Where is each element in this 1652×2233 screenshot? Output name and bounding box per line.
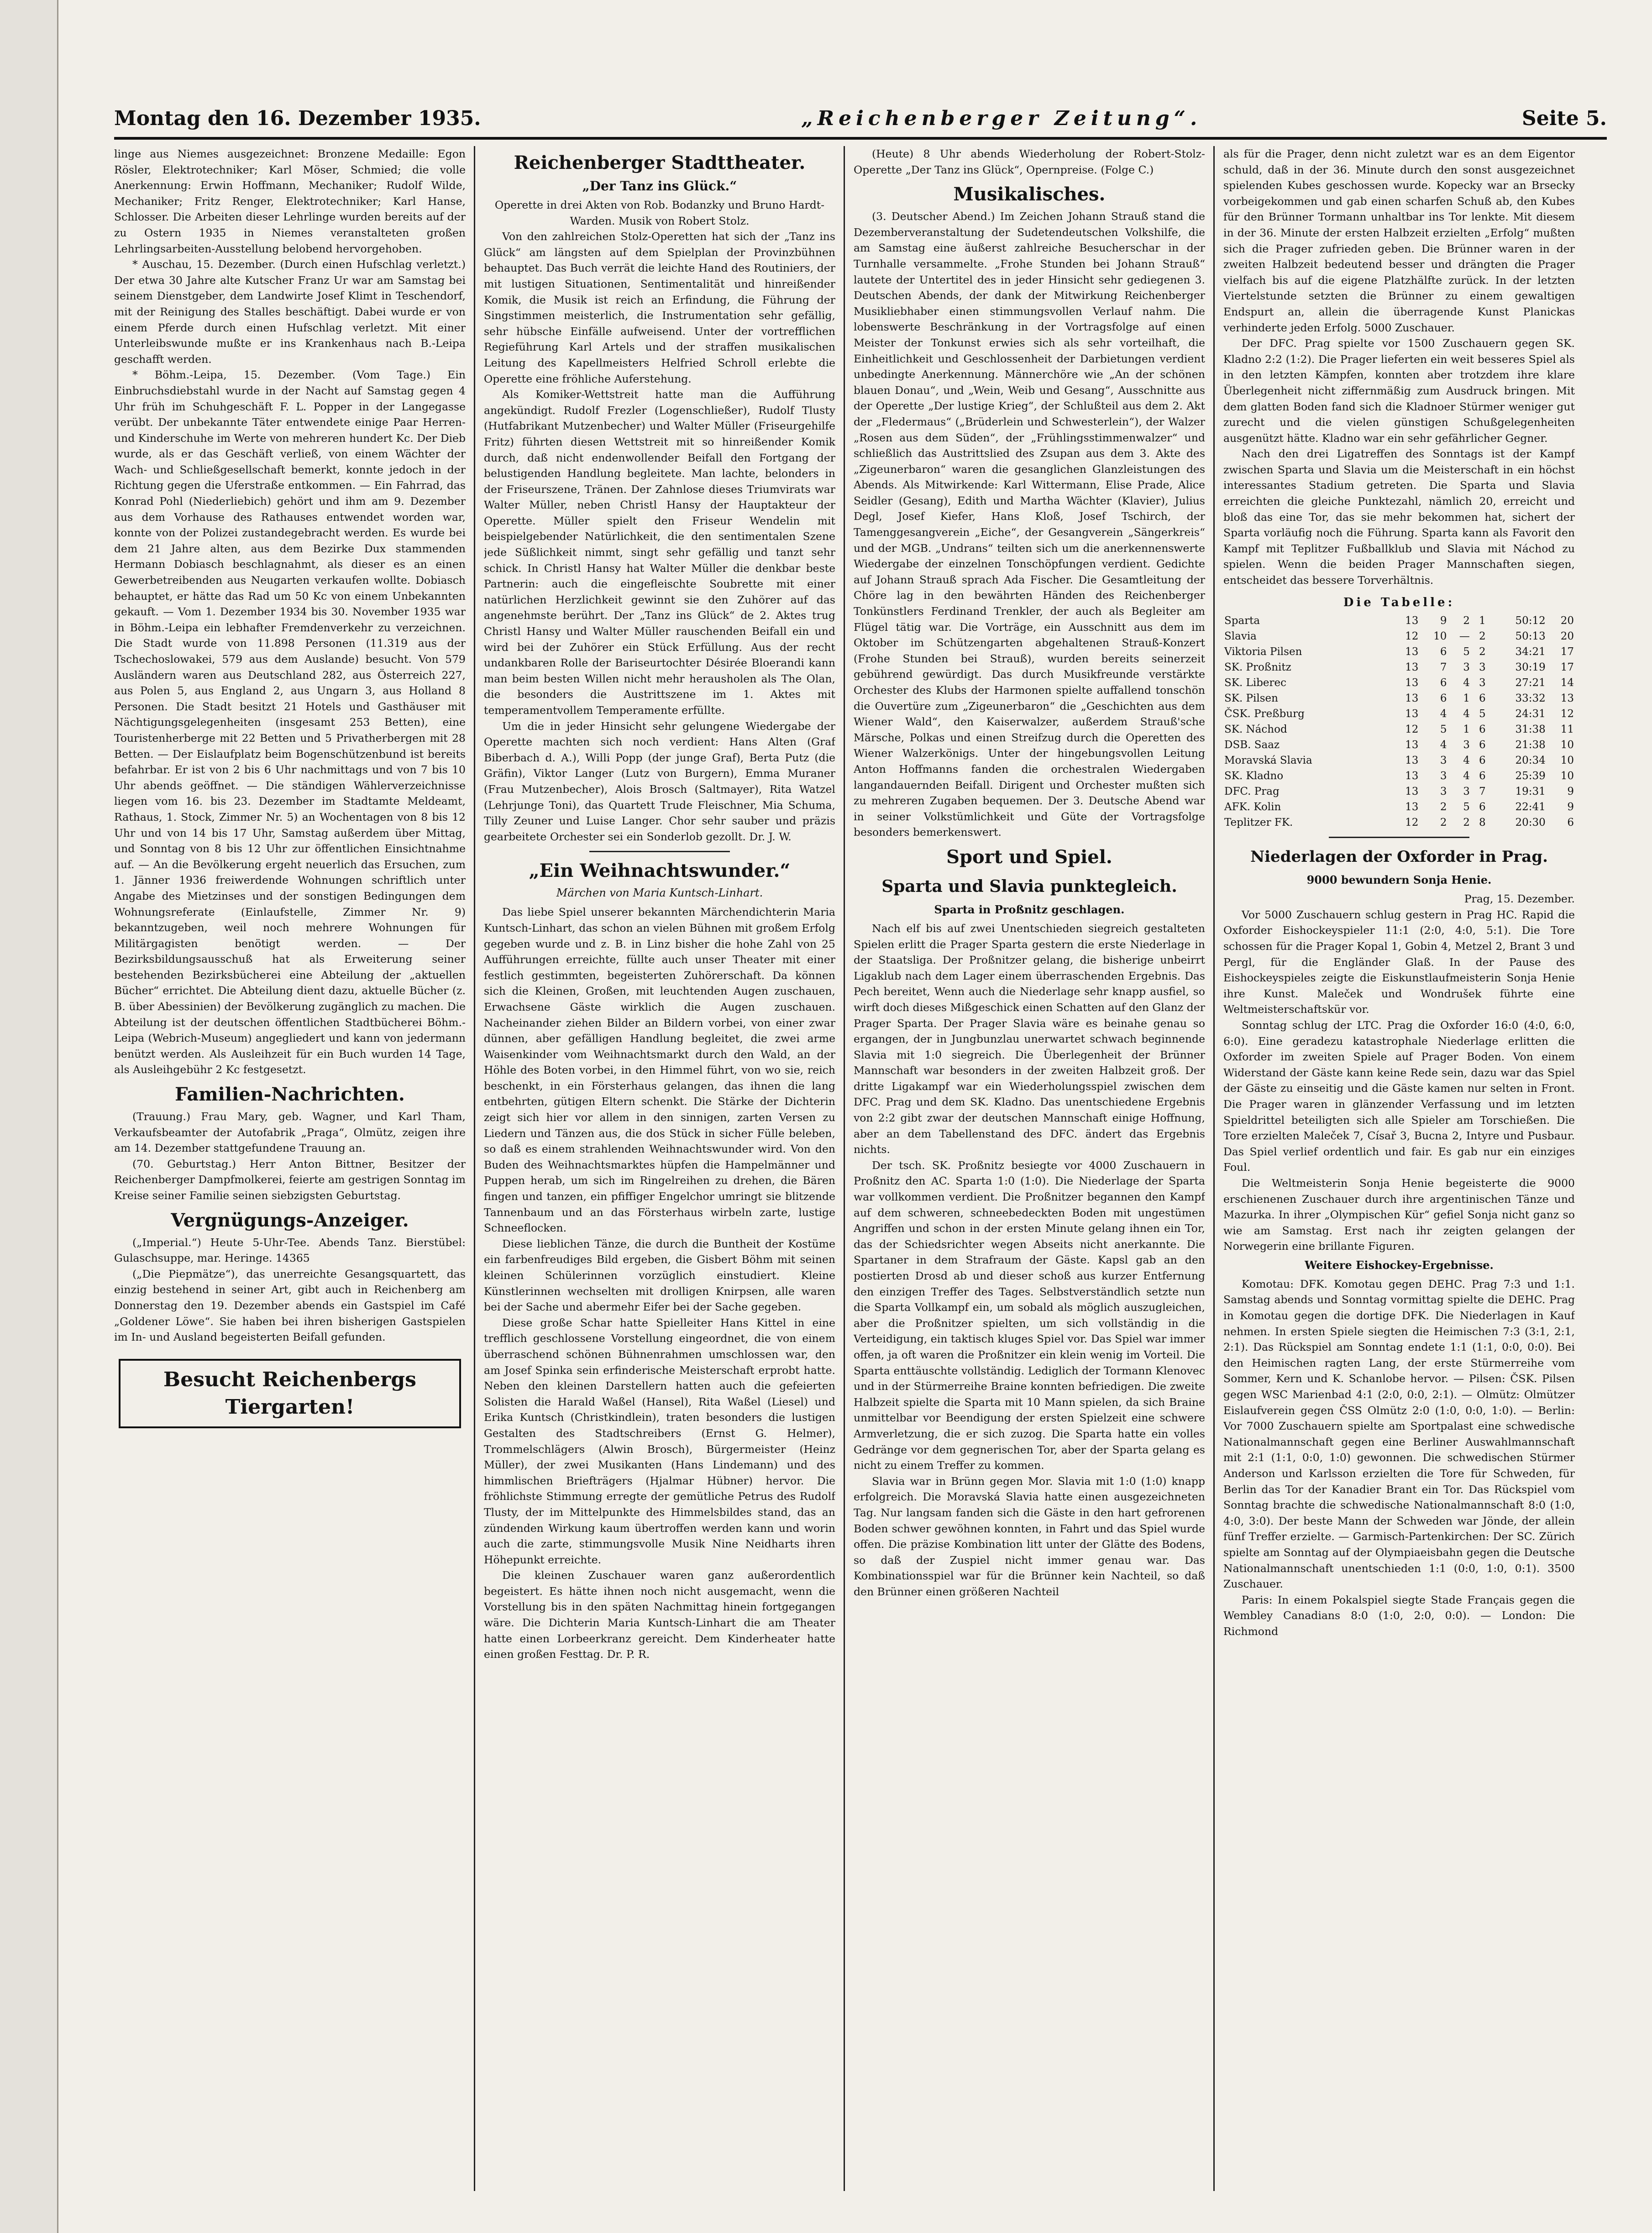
- table-cell: 19:31: [1515, 786, 1546, 798]
- table-cell: 4: [1463, 755, 1470, 767]
- table-cell: 3: [1463, 661, 1470, 674]
- table-cell: 13: [1405, 646, 1419, 658]
- table-cell: 21:38: [1515, 739, 1546, 751]
- table-cell: 25:39: [1515, 770, 1546, 782]
- table-cell: 13: [1405, 615, 1419, 627]
- table-cell: 50:13: [1515, 630, 1546, 643]
- table-cell: 9: [1567, 786, 1574, 798]
- subheadline-henie: 9000 bewundern Sonja Henie.: [1306, 873, 1492, 887]
- table-cell: 10: [1560, 739, 1574, 751]
- table-cell: 13: [1405, 770, 1419, 782]
- table-cell: 20: [1560, 615, 1574, 627]
- sport-dfc-kladno: Der DFC. Prag spielte vor 1500 Zuschauern gegen SK. Kladno 2:2 (1:2). Die Prager lieferten ein weit besseres Spiel als in den letzten Kämpfen, konnten aber trotzdem ihre klare Überlegenheit nicht ziffernmäßig zum Ausdruck bringen. Mit dem glatten Boden fand sich die Kladnoer Stürmer weniger gut zurecht und die vielen günstigen Schußgelegenheiten ausgenützt hätte. Kladno war ein sehr gefährlicher Gegner.: [1223, 337, 1575, 445]
- team-name: DFC. Prag: [1224, 786, 1280, 798]
- table-cell: 20: [1560, 630, 1574, 643]
- hockey-paragraph-2: Sonntag schlug der LTC. Prag die Oxforder 16:0 (4:0, 6:0, 6:0). Eine geradezu katastrophale Niederlage erlitten die Oxforder im zweiten Spiele auf Prager Boden. Von einem Widerstand der Gäste kann keine Rede sein, dazu war das Spiel der Gäste zu einseitig und die Gäste kamen nur selten in Front. Die Prager waren in glänzender Verfassung und im letzten Spieldrittel beteiligten sich alle Spieler am Torschießen. Die Tore erzielten Maleček 7, Císař 3, Bucna 2, Intyre und Pusbaur. Das Spiel verlief ordentlich und fair. Es gab nur ein einziges Foul.: [1223, 1018, 1575, 1174]
- table-cell: 13: [1405, 801, 1419, 813]
- table-cell: 3: [1479, 677, 1486, 689]
- review-paragraph-3: Um die in jeder Hinsicht sehr gelungene Wiedergabe der Operette machten sich noch verdient: Hans Alten (Graf Biberbach d. A.), Willi Popp (der junge Graf), Berta Putz (die Gräfin), Viktor Langer (Lutz von Burgern), Emma Muraner (Frau Mutzenbecher), Alois Brosch (Saltmayer), Rita Watzel (Lehrjunge Toni), das Quartett Trude Fleischner, Mia Schuma, Tilly Zeuner und Luise Langer. Chor sehr sauber und präzis gearbeitete Orchester sei ein Sonderlob gezollt. Dr. J. W.: [484, 719, 835, 843]
- table-cell: 17: [1560, 661, 1574, 674]
- headline-oxforder: Niederlagen der Oxforder in Prag.: [1250, 848, 1548, 866]
- table-cell: 12: [1405, 817, 1419, 829]
- headline-sparta-slavia: Sparta und Slavia punktegleich.: [881, 876, 1177, 896]
- sport-paragraph-1: Nach elf bis auf zwei Unentschieden siegreich gestalteten Spielen erlitt die Prager Sparta gestern die erste Niederlage in der Staatsliga. Der Proßnitzer gelang, die bisherige unbeirrt Ligaklub nach dem Lager einem überraschenden Ergebnis. Das Pech bereitet, Wenn auch die Niederlage sehr knapp ausfiel, so wirft doch dieses Mißgeschick einen Schatten auf den Glanz der Prager Sparta. Der Prager Slavia wäre es beinahe genau so ergangen, der in Jungbunzlau unerwartet schwach beginnende Slavia mit 1:0 siegreich. Die Überlegenheit der Brünner Mannschaft war besonders in der zweiten Halbzeit groß. Der dritte Ligakampf war ein Wiederholungsspiel zwischen dem DFC. Prag und dem SK. Kladno. Das unentschiedene Ergebnis von 2:2 gibt zwar der deutschen Mannschaft einige Hoffnung, aber an dem Tabellenstand des DFC. ändert das Ergebnis nichts.: [854, 922, 1205, 1156]
- team-name: Viktoria Pilsen: [1224, 646, 1302, 658]
- family-notice-wedding: (Trauung.) Frau Mary, geb. Wagner, und Karl Tham, Verkaufsbeamter der Autofabrik „Praga“, Olmütz, zeigen ihre am 14. Dezember stattgefundene Trauung an.: [114, 1110, 466, 1155]
- weihnacht-paragraph-3: Diese große Schar hatte Spielleiter Hans Kittel in eine trefflich geschlossene Vorstellung eingeordnet, die von einem überraschend schönen Bühnenrahmen umschlossen war, den am Josef Spinka sein erfinderische Meisterschaft erprobt hatte. Neben den kleinen Darstellern hatten auch die gefeierten Solisten die Harald Waßel (Hansel), Rita Waßel (Liesel) und Erika Kuntsch (Christkindlein), traten besonders die lustigen Gestalten des Stadtschreibers (Ernst G. Helmer), Trommelschlägers (Alwin Brosch), Bürgermeister (Heinz Müller), der zwei Musikanten (Hans Lindemann) und des himmlischen Briefträgers (Hjalmar Hübner) hervor. Die fröhlichste Stimmung erregte der gemütliche Petrus des Rudolf Tlusty, der im Mittelpunkte des Himmelsbildes stand, das an zündenden Wirkung kaum übertroffen werden kann und worin auch die zarte, stimmungsvolle Musik Nine Neidharts ihren Höhepunkt erreichte.: [484, 1316, 835, 1566]
- table-cell: 6: [1440, 646, 1447, 658]
- heading-weihnachtswunder: „Ein Weihnachtswunder.“: [529, 860, 791, 882]
- table-cell: 9: [1440, 615, 1447, 627]
- table-cell: 27:21: [1515, 677, 1546, 689]
- table-cell: 30:19: [1515, 661, 1546, 674]
- subheadline-sparta-prossnitz: Sparta in Proßnitz geschlagen.: [934, 902, 1125, 916]
- table-cell: 22:41: [1515, 801, 1546, 813]
- table-cell: 34:21: [1515, 646, 1546, 658]
- table-row: [1223, 722, 1575, 737]
- sport-paragraph-3: Slavia war in Brünn gegen Mor. Slavia mit 1:0 (1:0) knapp erfolgreich. Die Moravská Slavia hatte einen ausgezeichneten Tag. Nur langsam fanden sich die Gäste in den hart gefrorenen Boden schwer gewöhnen konnten, in Fahrt und das Spiel wurde offen. Die präzise Kombination litt unter der Glätte des Bodens, so daß der Zuspiel nicht immer genau war. Das Kombinationsspiel war für die Brünner kein Nachteil, so daß den Brünner einen größeren Nachteil: [854, 1474, 1205, 1598]
- table-cell: 5: [1463, 646, 1470, 658]
- table-cell: 3: [1463, 739, 1470, 751]
- hockey-paragraph-3: Die Weltmeisterin Sonja Henie begeisterte die 9000 erschienenen Zuschauer durch ihre argentinischen Tänze und Mazurka. In ihrer „Olympischen Kür“ gefiel Sonja nicht ganz so wie am Samstag. Erst nach ihr zeigten gelangen der Norwegerin eine brillante Figuren.: [1223, 1176, 1575, 1253]
- table-cell: 12: [1405, 723, 1419, 736]
- table-cell: 5: [1479, 708, 1486, 720]
- table-cell: 4: [1463, 677, 1470, 689]
- weihnacht-paragraph-1: Das liebe Spiel unserer bekannten Märchendichterin Maria Kuntsch-Linhart, das schon an vielen Bühnen mit großem Erfolg gegeben wurde und z. B. in Linz bisher die hohe Zahl von 25 Aufführungen erreichte, füllte auch unser Theater mit einer festlich gestimmten, begeisterten Zuhörerschaft. Da können sich die Kleinen, Großen, mit leuchtenden Augen zuschauen, Erwachsene Gäste wirklich die Augen zuschauen. Nacheinander ziehen Bilder an Bildern vorbei, von einer zwar dünnen, aber gefälligen Handlung begleitet, die zwei arme Waisenkinder vom Weihnachtsmarkt durch den Wald, an der Höhle des Boten vorbei, in den Himmel führt, von wo sie, reich beschenkt, in ein Försterhaus gelangen, das ihnen die lang entbehrten, gütigen Eltern schenkt. Die Stärke der Dichterin zeigt sich hier vor allem in den sinnigen, zarten Versen zu Liedern und Tänzen aus, die dos Stück in sicher Fülle beleben, so daß es einem strahlenden Weihnachtswunder wird. Von den Buden des Weihnachtsmarktes hüpfen die Hampelmänner und Puppen herab, um sich im Ringelreihen zu drehen, die Bären fingen und tanzen, ein pfiffiger Engelchor umringt sie blitzende Tannenbaum und an das Försterhaus wirbeln zarte, lustige Schneeflocken.: [484, 906, 835, 1235]
- table-cell: 4: [1463, 770, 1470, 782]
- review-paragraph-2: Als Komiker-Wettstreit hatte man die Aufführung angekündigt. Rudolf Frezler (Logenschließer), Rudolf Tlusty (Hutfabrikant Mutzenbecher) und Walter Müller (Friseurgehilfe Fritz) führten diesen Wettstreit mit so hinreißender Komik durch, daß nicht endenwollender Beifall den Fortgang der belustigenden Handlung begleitete. Man lachte, belonders in der Friseurszene, Tränen. Der Zahnlose dieses Triumvirats war Walter Müller, neben Christl Hansy der Hauptakteur der Operette. Müller spielt den Friseur Wendelin mit beispielgebender Natürlichkeit, die den sentimentalen Szene jede Süßlichkeit nimmt, singt sehr gefällig und tanzt sehr schick. In Christl Hansy hat Walter Müller die denkbar beste Partnerin: auch die eingefleischte Soubrette mit einer natürlichen Herzlichkeit gewinnt sie den Zuhörer auf das angenehmste berührt. Der „Tanz ins Glück“ de 2. Aktes trug Christl Hansy und Walter Müller rauschenden Beifall ein und wird bei der Zuhörer ein Stück Erfüllung. Aus der recht undankbaren Rolle der Bariseurtochter Désirée Bloerandi kann man beim besten Willen nicht mehr herausholen als The Olan, die besonders die Austrittszene im 1. Aktes mit temperamentvollem Temperamente erfüllte.: [484, 388, 835, 717]
- dateline-prag: Prag, 15. Dezember.: [1464, 892, 1575, 906]
- table-cell: 12: [1560, 708, 1574, 720]
- team-name: Slavia: [1224, 630, 1257, 643]
- advertisement-tiergarten: Besucht Reichenbergs Tiergarten!: [119, 1359, 461, 1428]
- table-row: [1223, 613, 1575, 629]
- table-cell: 3: [1479, 661, 1486, 674]
- table-row: [1223, 784, 1575, 799]
- column-divider: [1213, 146, 1215, 2191]
- music-article: (3. Deutscher Abend.) Im Zeichen Johann Strauß stand die Dezemberveranstaltung der Sudetendeutschen Volkshilfe, die am Samstag eine äußerst zahlreiche Besucherschar in der Turnhalle versammelte. „Frohe Stunden bei Johann Strauß“ lautete der Untertitel des in jeder Hinsicht sehr gediegenen 3. Deutschen Abends, der dank der Mitwirkung Reichenberger Musikliebhaber einen stimmungsvollen Verlauf nahm. Die lobenswerte Beschränkung in der Vortragsfolge auf einen Meister der Tonkunst erwies sich als sehr vorteilhaft, die Einheitlichkeit und Geschlossenheit der Darbietungen verdient unbedingte Anerkennung. Männerchöre wie „An der schönen blauen Donau“, und „Wein, Weib und Gesang“, Ausschnitte aus der Operette „Der lustige Krieg“, der Schlußteil aus dem 2. Akt der „Fledermaus“ („Brüderlein und Schwesterlein“), der Walzer „Rosen aus dem Süden“, der „Frühlingsstimmenwalzer“ und schließlich das Austrittslied des Zsupan aus dem 3. Akte des „Zigeunerbaron“ waren die gesanglichen Glanzleistungen des Abends. Als Mitwirkende: Karl Wittermann, Elise Prade, Alice Seidler (Gesang), Edith und Martha Wächter (Klavier), Julius Degl, Josef Kiefer, Hans Kloß, Josef Tschirch, der Tamenggesangverein „Eiche“, der Gesangverein „Sängerkreis“ und der MGB. „Undrans“ teilten sich um die anerkennenswerte Wiedergabe der einzelnen Tonschöpfungen verdient. Gedichte auf Johann Strauß sprach Ada Fischer. Die Gesamtleitung der Chöre lag in den bewährten Händen des Reichenberger Tonkünstlers Ferdinand Trenkler, der auch als Begleiter am Flügel tätig war. Die Vorträge, ein Ausschnitt aus dem im Oktober im Schützengarten abgehaltenen Strauß-Konzert (Frohe Stunden bei Strauß), wurden bereits seinerzeit gebührend gewürdigt. Das durch Musikfreunde verstärkte Orchester des Klubs der Harmonen spielte auffallend tonschön die Ouvertüre zum „Zigeunerbaron“ die „Geschichten aus dem Wiener Wald“, den Kaiserwalzer, außerdem Strauß'sche Märsche, Polkas und einen Streifzug durch die Operetten des Wiener Walzerkönigs. Unter der hingebungsvollen Leitung Anton Hoffmanns fanden die orchestralen Wiedergaben langandauernden Beifall. Dirigent und Orchester mußten sich zu mehreren Zugaben bequemen. Der 3. Deutsche Abend war in seiner Volkstümlichkeit und Güte der Vortragsfolge besonders bemerkenswert.: [854, 210, 1205, 839]
- table-cell: 20:34: [1515, 755, 1546, 767]
- column-divider: [844, 146, 845, 2191]
- team-name: Moravská Slavia: [1224, 755, 1312, 767]
- team-name: SK. Kladno: [1224, 770, 1284, 782]
- league-table-title: Die Tabelle:: [1343, 595, 1455, 609]
- table-row: [1223, 629, 1575, 644]
- team-name: SK. Liberec: [1224, 677, 1287, 689]
- team-name: SK. Proßnitz: [1224, 661, 1291, 674]
- table-cell: 7: [1479, 786, 1486, 798]
- table-row: [1223, 691, 1575, 706]
- table-row: [1223, 644, 1575, 660]
- table-cell: 2: [1479, 630, 1486, 643]
- heading-stadttheater: Reichenberger Stadttheater.: [514, 152, 806, 173]
- heading-familie: Familien-Nachrichten.: [175, 1084, 405, 1106]
- team-name: DSB. Saaz: [1224, 739, 1280, 751]
- table-cell: 4: [1440, 708, 1447, 720]
- table-cell: 13: [1405, 708, 1419, 720]
- table-cell: 13: [1405, 739, 1419, 751]
- table-cell: 2: [1463, 817, 1470, 829]
- table-cell: 3: [1440, 770, 1447, 782]
- column-3: [854, 146, 1205, 2191]
- table-cell: —: [1459, 630, 1470, 643]
- team-name: AFK. Kolin: [1224, 801, 1281, 813]
- heading-musikalisches: Musikalisches.: [953, 183, 1106, 205]
- article-apprentices: linge aus Niemes ausgezeichnet: Bronzene Medaille: Egon Rösler, Elektrotechniker; Karl Möser, Schmied; die volle Anerkennung: Erwin Hoffmann, Mechaniker; Rudolf Wilde, Mechaniker; Fritz Renger, Elektrotechniker; Karl Hanse, Schlosser. Die Arbeiten dieser Lehrlinge wurden bereits auf der zu Ostern 1935 in Niemes veranstalteten großen Lehrlingsarbeiten-Ausstellung belobend hervorgehoben.: [114, 147, 466, 255]
- column-1: [114, 146, 466, 2191]
- table-cell: 33:32: [1515, 692, 1546, 705]
- table-cell: 13: [1405, 692, 1419, 705]
- table-cell: 13: [1405, 786, 1419, 798]
- header-rule: [114, 137, 1607, 140]
- table-cell: 6: [1479, 739, 1486, 751]
- table-cell: 6: [1567, 817, 1574, 829]
- table-cell: 6: [1440, 692, 1447, 705]
- table-cell: 17: [1560, 646, 1574, 658]
- sport-paragraph-2: Der tsch. SK. Proßnitz besiegte vor 4000 Zuschauern in Proßnitz den AC. Sparta 1:0 (1:0). Die Niederlage der Sparta war vollkommen verdient. Die Proßnitzer begannen den Kampf auf dem schweren, schneebedeckten Boden mit ungestümen Angriffen und schon in der ersten Minute gelang ihnen ein Tor, das der Schiedsrichter wegen Abseits nicht anerkannte. Die Spartaner in dem Strafraum der Gäste. Kapsl gab an den postierten Drosd ab und dieser schoß aus kurzer Entfernung den einzigen Treffer des Tages. Selbstverständlich setzte nun die Sparta Vollkampf ein, um sobald als möglich auszugleichen, aber die Proßnitzer spielten, um sich vollständig in die Verteidigung, ein taktisch kluges Spiel vor. Das Spiel war immer offen, ja oft waren die Proßnitzer ein klein wenig im Vorteil. Die Sparta enttäuschte vollständig. Lediglich der Tormann Klenovec und in der Stürmerreihe Braine konnten befriedigen. Die zweite Halbzeit spielte die Sparta mit 10 Mann spielen, da sich Braine unmittelbar vor Beendigung der ersten Spielzeit eine schwere Armverletzung, die er sich zuzog. Die Sparta hatte ein volles Gedränge vor dem gegnerischen Tor, aber der Sparta gelang es nicht zu einem Treffer zu kommen.: [854, 1158, 1205, 1472]
- table-cell: 4: [1463, 708, 1470, 720]
- table-cell: 6: [1479, 692, 1486, 705]
- binding-strip: [0, 0, 58, 2233]
- table-cell: 3: [1440, 786, 1447, 798]
- operetta-credits: Operette in drei Akten von Rob. Bodanzky und Bruno Hardt-Warden. Musik von Robert Stolz.: [494, 199, 825, 227]
- sport-league-summary: Nach den drei Ligatreffen des Sonntags ist der Kampf zwischen Sparta und Slavia um die Meisterschaft in ein höchst interessantes Stadium getreten. Die Sparta und Slavia erreichten die gleiche Punktezahl, nämlich 20, erreicht und bloß das eine Tor, das sie mehr bekommen hat, sichert der Sparta vorläufig noch die Führung. Sparta kann als Favorit den Kampf mit Teplitzer Fußballklub und Slavia mit Náchod zu spielen. Wenn die beiden Prager Mannschaften siegen, entscheidet das bessere Torverhältnis.: [1223, 447, 1575, 587]
- heading-sport-und-spiel: Sport und Spiel.: [946, 846, 1112, 868]
- team-name: ČSK. Preßburg: [1224, 708, 1305, 720]
- table-cell: 5: [1440, 723, 1447, 736]
- table-cell: 12: [1405, 630, 1419, 643]
- table-cell: 13: [1405, 677, 1419, 689]
- table-cell: 10: [1433, 630, 1447, 643]
- table-row: [1223, 799, 1575, 815]
- table-cell: 50:12: [1515, 615, 1546, 627]
- league-table: [1223, 613, 1575, 830]
- table-cell: 6: [1479, 755, 1486, 767]
- table-row: [1223, 660, 1575, 675]
- table-cell: 11: [1560, 723, 1574, 736]
- section-divider: [1329, 837, 1469, 838]
- team-name: Teplitzer FK.: [1224, 817, 1293, 829]
- subheading-tanz-ins-glueck: „Der Tanz ins Glück.“: [582, 178, 737, 194]
- table-cell: 7: [1440, 661, 1447, 674]
- team-name: Sparta: [1224, 615, 1260, 627]
- header-paper-title: „Reichenberger Zeitung“.: [801, 107, 1202, 130]
- table-cell: 14: [1560, 677, 1574, 689]
- table-cell: 31:38: [1515, 723, 1546, 736]
- table-row: [1223, 753, 1575, 768]
- table-cell: 2: [1440, 817, 1447, 829]
- table-cell: 4: [1440, 739, 1447, 751]
- entertainment-imperial: („Imperial.“) Heute 5-Uhr-Tee. Abends Tanz. Bierstübel: Gulaschsuppe, mar. Heringe. 14365: [114, 1236, 466, 1265]
- table-cell: 1: [1479, 615, 1486, 627]
- hockey-paragraph-1: Vor 5000 Zuschauern schlug gestern in Prag HC. Rapid die Oxforder Eishockeyspieler 11:1 (2:0, 4:0, 5:1). Die Tore schossen für die Prager Kopal 1, Gobin 4, Metzel 2, Brant 3 und Pergl, für die Engländer Glaß. In der Pause des Eishockeyspieles zeigte die Eiskunstlaufmeisterin Sonja Henie ihre Kunst. Maleček und Wondrušek führte eine Weltmeisterschaftskür vor.: [1223, 908, 1575, 1016]
- table-cell: 13: [1405, 661, 1419, 674]
- sport-continued: als für die Prager, denn nicht zuletzt war es an dem Eigentor schuld, daß in der 36. Minute durch den sonst ausgezeichnet spielenden Kubes geschossen wurde. Kopecky war an Brsecky vorbeigekommen und gab einen scharfen Schuß ab, den Kubes für den Brünner Tormann unhaltbar ins Tor lenkte. Mit diesem in der 36. Minute der ersten Halbzeit erzielten „Erfolg“ mußten sich die Prager zufrieden geben. Die Brünner waren in der zweiten Halbzeit bedeutend besser und drängten die Prager vielfach bis auf die eigene Platzhälfte zurück. In der letzten Viertelstunde setzten die Brünner zu einem gewaltigen Endspurt an, allein die überragende Kunst Planickas verhinderte jeden Erfolg. 5000 Zuschauer.: [1223, 147, 1575, 334]
- table-cell: 9: [1567, 801, 1574, 813]
- column-4: [1223, 146, 1575, 2191]
- hockey-results-2: Paris: In einem Pokalspiel siegte Stade Français gegen die Wembley Canadians 8:0 (1:0, 2:0, 0:0). — London: Die Richmond: [1223, 1593, 1575, 1638]
- heading-vergnuegung: Vergnügungs-Anzeiger.: [171, 1209, 409, 1231]
- table-cell: 24:31: [1515, 708, 1546, 720]
- article-boehm-leipa: * Böhm.-Leipa, 15. Dezember. (Vom Tage.) Ein Einbruchsdiebstahl wurde in der Nacht auf Samstag gegen 4 Uhr früh im Schuhgeschäft F. L. Popper in der Langegasse verübt. Der unbekannte Täter entwendete einige Paar Herren- und Kinderschuhe im Werte von mehreren hundert Kc. Der Dieb wurde, als er das Geschäft verließ, von einem Wächter der Wach- und Schließgesellschaft bemerkt, konnte jedoch in der Richtung gegen die Uferstraße entkommen. — Ein Fahrrad, das Konrad Pohl (Niederliebich) gehört und ihm am 9. Dezember aus dem Vorhause des Rathauses entwendet worden war, konnte von der Polizei zustandegebracht werden. Es wurde bei dem 21 Jahre alten, aus dem Bezirke Dux stammenden Hermann Dobiasch beschlagnahmt, als dieser es an einen Gewerbetreibenden aus Neugarten verkaufen wollte. Dobiasch behauptet, er hätte das Rad um 50 Kc von einem Unbekannten gekauft. — Vom 1. Dezember 1934 bis 30. November 1935 war in Böhm.-Leipa ein lebhafter Fremdenverkehr zu verzeichnen. Die Stadt wurde von 11.898 Personen (11.319 aus der Tschechoslowakei, 579 aus dem Auslande) besucht. Von 579 Ausländern waren aus Deutschland 282, aus Österreich 227, aus Polen 5, aus England 2, aus Ungarn 3, aus Holland 8 Personen. Die Stadt besitzt 21 Hotels und Gasthäuser mit Nächtigungsgelegenheiten (insgesamt 253 Betten), eine Touristenherberge mit 22 Betten und 5 Privatherbergen mit 28 Betten. — Der Eislaufplatz beim Bogenschützenbund ist bereits befahrbar. Er ist von 2 bis 6 Uhr nachmittags und von 7 bis 10 Uhr abends geöffnet. — Die ständigen Wählerverzeichnisse liegen vom 16. bis 23. Dezember im Stadtamte Meldeamt, Rathaus, 1. Stock, Zimmer Nr. 5) an Wochentagen von 8 bis 12 Uhr und von 14 bis 17 Uhr, Samstag außerdem über Mittag, und Sonntag von 8 bis 12 Uhr zur öffentlichen Einsichtnahme auf. — An die Bevölkerung ergeht neuerlich das Ersuchen, zum 1. Jänner 1936 freiwerdende Wohnungen schriftlich unter Angabe des Mietzinses und der sonstigen Bedingungen dem Wohnungsreferate (Einlaufstelle, Zimmer Nr. 9) bekanntzugeben, weil noch mehrere Wohnungen für Militärgagisten benötigt werden. — Der Bezirksbildungsausschuß hat als Erweiterung seiner bestehenden Bezirksbücherei eine Abteilung der „aktuellen Bücher“ errichtet. Die Abteilung dient dazu, aktuelle Bücher (z. B. über Abessinien) der Bevölkerung zugänglich zu machen. Die Abteilung ist der deutschen öffentlichen Stadtbücherei Böhm.-Leipa (Webrich-Museum) angegliedert und kann von jedermann benützt werden. Als Ausleihzeit für ein Buch wurden 14 Tage, als Ausleihgebühr 2 Kc festgesetzt.: [114, 368, 466, 1076]
- table-cell: 13: [1405, 755, 1419, 767]
- page-header: [114, 103, 1607, 130]
- table-cell: 6: [1479, 801, 1486, 813]
- table-cell: 2: [1463, 615, 1470, 627]
- team-name: SK. Pilsen: [1224, 692, 1278, 705]
- header-date: Montag den 16. Dezember 1935.: [114, 107, 481, 130]
- table-row: [1223, 737, 1575, 753]
- heading-eishockey-ergebnisse: Weitere Eishockey-Ergebnisse.: [1305, 1258, 1494, 1272]
- table-row: [1223, 768, 1575, 784]
- table-cell: 6: [1479, 723, 1486, 736]
- hockey-results-1: Komotau: DFK. Komotau gegen DEHC. Prag 7:3 und 1:1. Samstag abends und Sonntag vormittag spielte die DEHC. Prag in Komotau gegen die dortige DFK. Die Niederlagen in Kauf nehmen. In ersten Spiele siegten die Heimischen 7:3 (3:1, 2:1, 2:1). Das Rückspiel am Sonntag endete 1:1 (1:1, 0:0, 0:0). Bei den Heimischen ragten Lang, der erste Stürmerreihe vom Sommer, Kern und K. Schanlobe hervor. — Pilsen: ČSK. Pilsen gegen WSC Marienbad 4:1 (2:0, 0:0, 2:1). — Olmütz: Olmützer Eislaufverein gegen ČSS Olmütz 2:0 (1:0, 0:0, 1:0). — Berlin: Vor 7000 Zuschauern spielte am Sportpalast eine schwedische Nationalmannschaft gegen eine Berliner Auswahlmannschaft mit 2:1 (1:1, 0:0, 1:0) gewonnen. Die schwedischen Stürmer Anderson und Karlsson erzielten die Tore für Schweden, für Berlin das Tor der Kanadier Brant ein Tor. Das Rückspiel vom Sonntag brachte die schwedische Nationalmannschaft 8:0 (1:0, 4:0, 3:0). Der beste Mann der Schweden war Jönde, der allein fünf Treffer erzielte. — Garmisch-Partenkirchen: Der SC. Zürich spielte am Sonntag auf der Olympiaeisbahn gegen die Deutsche Nationalmannschaft unentschieden 1:1 (0:0, 1:0, 0:1). 3500 Zuschauer.: [1223, 1277, 1575, 1591]
- table-cell: 8: [1479, 817, 1486, 829]
- table-cell: 1: [1463, 692, 1470, 705]
- table-row: [1223, 706, 1575, 722]
- family-notice-birthday: (70. Geburtstag.) Herr Anton Bittner, Besitzer der Reichenberger Dampfmolkerei, feierte am gestrigen Sonntag im Kreise seiner Familie seinen siebzigsten Geburtstag.: [114, 1157, 466, 1202]
- table-cell: 2: [1479, 646, 1486, 658]
- table-cell: 5: [1463, 801, 1470, 813]
- table-cell: 2: [1440, 801, 1447, 813]
- table-cell: 10: [1560, 755, 1574, 767]
- table-cell: 6: [1479, 770, 1486, 782]
- column-2: [484, 146, 835, 2191]
- table-cell: 6: [1440, 677, 1447, 689]
- header-page-number: Seite 5.: [1521, 107, 1607, 130]
- table-cell: 3: [1440, 755, 1447, 767]
- column-divider: [474, 146, 475, 2191]
- table-cell: 20:30: [1515, 817, 1546, 829]
- table-row: [1223, 675, 1575, 691]
- review-paragraph-1: Von den zahlreichen Stolz-Operetten hat sich der „Tanz ins Glück“ am längsten auf dem Spielplan der Provinzbühnen behauptet. Das Buch verrät die leichte Hand des Routiniers, der mit lustigen Situationen, Sentimentalität und hinreißender Komik, die Musik ist reich an Erfindung, die Führung der Singstimmen meisterlich, die Instrumentation sehr gefällig, sehr hübsche Einfälle aufweisend. Unter der vortrefflichen Regieführung Karl Artels und der straffen musikalischen Leitung des Kapellmeisters Helfried Schroll erlebte die Operette eine fröhliche Auferstehung.: [484, 230, 835, 385]
- subheading-maerchen: Märchen von Maria Kuntsch-Linhart.: [556, 886, 763, 900]
- table-cell: 13: [1560, 692, 1574, 705]
- article-auschau: * Auschau, 15. Dezember. (Durch einen Hufschlag verletzt.) Der etwa 30 Jahre alte Kutscher Franz Ur war am Samstag bei seinem Dienstgeber, dem Landwirte Josef Klimt in Teschendorf, mit der Reinigung des Stalles beschäftigt. Dabei wurde er von einem Pferde durch einen Hufschlag verletzt. Mit einer Unterleibswunde mußte er ins Krankenhaus nach B.-Leipa geschafft werden.: [114, 258, 466, 366]
- table-cell: 10: [1560, 770, 1574, 782]
- section-divider: [589, 851, 730, 852]
- entertainment-piepmaetze: („Die Piepmätze“), das unerreichte Gesangsquartett, das einzig bestehend in seiner Art, gibt auch in Reichenberg am Donnerstag den 19. Dezember abends ein Gastspiel im Café „Goldener Löwe“. Sie haben bei ihren bisherigen Gastspielen im In- und Ausland begeisterten Beifall gefunden.: [114, 1267, 466, 1344]
- table-cell: 3: [1463, 786, 1470, 798]
- weihnacht-paragraph-4: Die kleinen Zuschauer waren ganz außerordentlich begeistert. Es hätte ihnen noch nicht ausgemacht, wenn die Vorstellung bis in den späten Nachmittag hinein fortgegangen wäre. Die Dichterin Maria Kuntsch-Linhart die am Theater hatte einen Lorbeerkranz gereicht. Dem Kinderheater hatte einen großen Festtag. Dr. P. R.: [484, 1569, 835, 1661]
- team-name: SK. Náchod: [1224, 723, 1287, 736]
- table-cell: 1: [1463, 723, 1470, 736]
- theater-notice: (Heute) 8 Uhr abends Wiederholung der Robert-Stolz-Operette „Der Tanz ins Glück“, Opernpreise. (Folge C.): [854, 147, 1205, 176]
- weihnacht-paragraph-2: Diese lieblichen Tänze, die durch die Buntheit der Kostüme ein farbenfreudiges Bild ergeben, die Gisbert Böhm mit seinen kleinen Schülerinnen vorzüglich einstudiert. Kleine Künstlerinnen wechselten mit drolligen Knirpsen, alle waren bei der Sache und abermehr Eifer bei der Sache gegeben.: [484, 1237, 835, 1314]
- table-row: [1223, 815, 1575, 830]
